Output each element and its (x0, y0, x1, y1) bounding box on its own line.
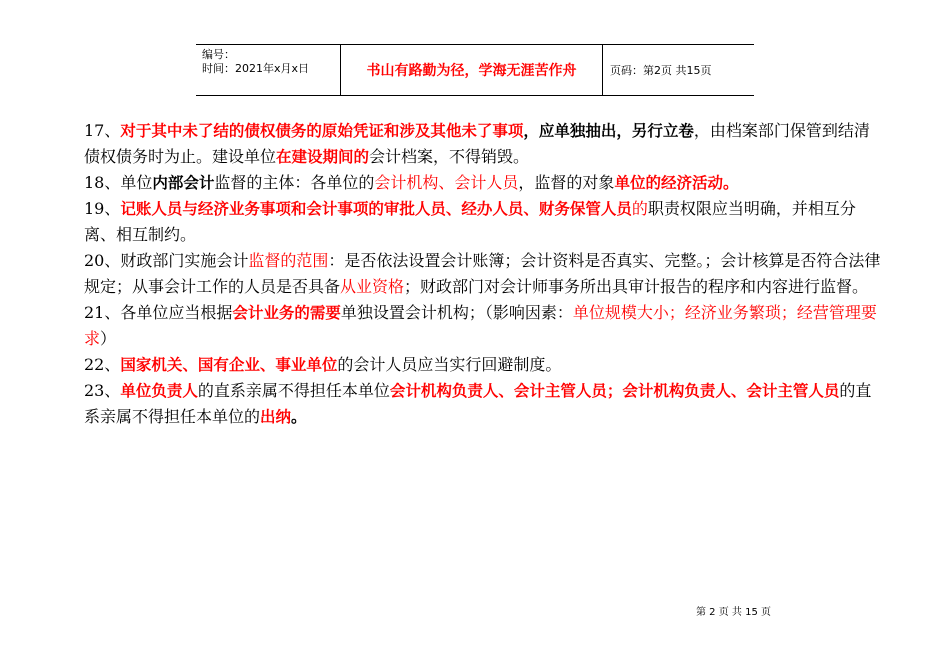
paragraph (84, 196, 884, 248)
header-time: 时间：2021年x月x日 (202, 62, 310, 75)
text-run: 。 (291, 408, 307, 426)
text-run: 在建设期间的 (276, 148, 370, 166)
text-run: 会计业务的需要 (232, 304, 341, 322)
text-run: 23、 (84, 381, 121, 400)
text-run: 出纳 (260, 408, 292, 426)
header-meta (196, 45, 341, 95)
text-run: 单位负责人 (120, 382, 198, 400)
text-run: 单独设置会计机构；（影响因素： (340, 303, 573, 322)
header-page-info: 页码：第2页 共15页 (610, 64, 712, 77)
text-run: 国家机关、国有企业、事业单位 (120, 356, 338, 374)
paragraph (84, 248, 884, 300)
text-run: 单位规模大小；经济业务繁琐；经营管理要求 (84, 303, 877, 348)
text-run: ：是否依法设置会计账簿；会计资料是否真实、完整。；会计核算是否符合法律规定；从事会计工作的人员是否具备 (84, 251, 881, 296)
text-run: ，应单独抽出，另行立卷 (523, 122, 694, 140)
text-run: 22、 (84, 355, 121, 374)
text-run: 记账人员与经济业务事项和会计事项的审批人员、经办人员、财务保管人员 (120, 200, 632, 218)
paragraph (84, 118, 884, 170)
text-run: 的会计人员应当实行回避制度。 (337, 355, 562, 374)
paragraph (84, 352, 884, 378)
text-run: 会计档案，不得销毁。 (369, 147, 530, 166)
text-run: 的 (631, 199, 648, 218)
text-run: 会计机构负责人、会计主管人员；会计机构负责人、会计主管人员 (389, 382, 840, 400)
text-run: 20、财政部门实施会计 (84, 251, 249, 270)
text-run: 监督的范围 (248, 251, 329, 270)
text-run: 内部会计 (152, 174, 215, 192)
text-run: ，监督的对象 (518, 173, 615, 192)
text-run: 会计机构、会计人员 (374, 173, 519, 192)
text-run: 监督的主体：各单位的 (214, 173, 375, 192)
paragraph (84, 300, 884, 352)
text-run: 从业资格 (340, 277, 405, 296)
text-run: 单位的经济活动。 (614, 174, 739, 192)
text-run: 17、 (84, 121, 121, 140)
text-run: ） (100, 329, 117, 348)
text-run: ；财政部门对会计师事务所出具审计报告的程序和内容进行监督。 (404, 277, 869, 296)
paragraph (84, 378, 884, 430)
header-motto: 书山有路勤为径，学海无涯苦作舟 (341, 45, 603, 95)
text-run: 对于其中未了结的债权债务的原始凭证和涉及其他未了事项 (120, 122, 524, 140)
text-run: 18、单位 (84, 173, 153, 192)
text-run: ，由档案部门保管到结清债权债务时为止。建设单位 (84, 121, 870, 166)
text-run: 的直系亲属不得担任本单位 (197, 381, 390, 400)
page-footer: 第 2 页 共 15 页 (696, 607, 771, 618)
header-number: 编号： (202, 48, 235, 61)
document-body (84, 118, 884, 430)
text-run: 的直系亲属不得担任本单位的 (84, 381, 872, 426)
page-header (196, 44, 754, 96)
text-run: 19、 (84, 199, 121, 218)
text-run: 职责权限应当明确，并相互分离、相互制约。 (84, 199, 856, 244)
text-run: 21、各单位应当根据 (84, 303, 233, 322)
paragraph (84, 170, 884, 196)
